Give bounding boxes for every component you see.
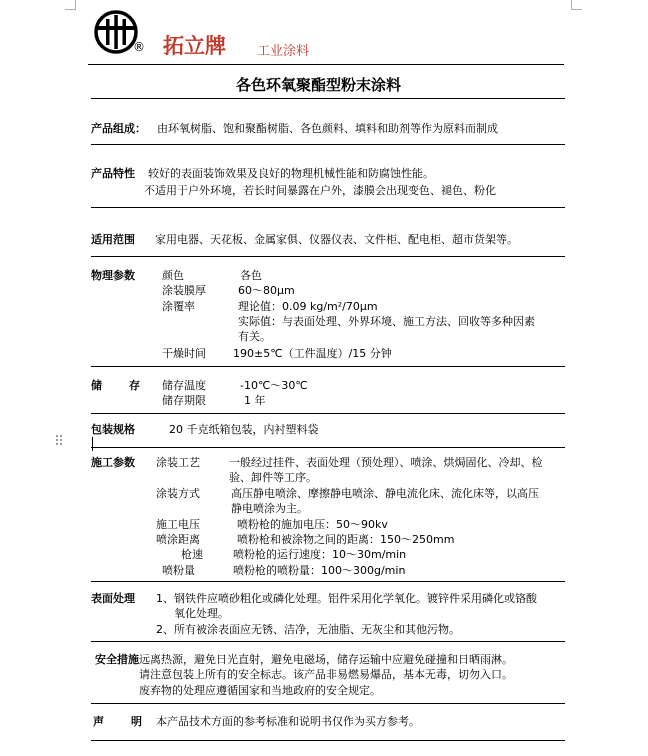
surface-item1: 1、钢铁件应喷砂粗化或磷化处理。铝件采用化学氧化。镀锌件采用磷化或铬酸 [156, 592, 537, 605]
section-rule [91, 144, 565, 145]
section-rule [91, 641, 565, 642]
color-value: 各色 [240, 269, 262, 282]
voltage-value: 喷粉枪的施加电压：50～90kv [237, 518, 388, 531]
method-value-cont: 静电喷涂为主。 [231, 502, 308, 515]
voltage-key: 施工电压 [156, 518, 200, 531]
thickness-value: 60～80μm [238, 284, 295, 297]
distance-value: 喷粉枪和被涂物之间的距离：150～250mm [237, 533, 455, 546]
features-line2: 不适用于户外环境，若长时间暴露在户外，漆膜会出现变色、褪色、粉化 [144, 184, 496, 197]
process-value: 一般经过挂件、表面处理（预处理）、喷涂、烘焗固化、冷却、检 [229, 456, 543, 469]
physical-label: 物理参数 [91, 269, 135, 282]
composition-label: 产品组成： [91, 122, 146, 135]
method-value: 高压静电喷涂、摩擦静电喷涂、静电流化床、流化床等，以高压 [231, 487, 539, 500]
storage-temp-key: 储存温度 [162, 379, 206, 392]
features-line1: 较好的表面装饰效果及良好的物理机械性能和防腐蚀性能。 [148, 167, 434, 180]
drying-value: 190±5℃（工件温度）/15 分钟 [233, 347, 392, 360]
brand-subtitle: 工业涂料 [257, 44, 310, 59]
crop-mark [65, 9, 75, 10]
amount-key: 喷粉量 [162, 564, 195, 577]
table-move-handle[interactable]: ⠿ [54, 434, 64, 450]
packaging-text: 20 千克纸箱包装，内衬塑料袋 [169, 423, 319, 436]
section-rule [91, 207, 565, 208]
packaging-label: 包装规格 [91, 423, 135, 436]
storage-temp-value: -10℃～30℃ [240, 379, 308, 392]
coverage-actual: 实际值：与表面处理、外界环境、施工方法、回收等多种因素 [238, 315, 535, 328]
speed-key: 枪速 [181, 548, 203, 561]
drying-key: 干燥时间 [162, 347, 206, 360]
coverage-actual-cont: 有关。 [238, 330, 271, 343]
coverage-theoretical: 理论值：0.09 kg/m²/70μm [238, 300, 378, 313]
distance-key: 喷涂距离 [156, 533, 200, 546]
section-rule [91, 413, 565, 414]
section-rule [91, 366, 565, 367]
text-cursor [92, 437, 93, 451]
process-value-cont: 验、卸件等工序。 [229, 471, 317, 484]
brand-name: 拓立牌 [163, 34, 226, 58]
safety-label: 安全措施 [95, 653, 139, 666]
crop-mark [75, 0, 76, 10]
amount-value: 喷粉枪的喷粉量：100～300g/min [233, 564, 406, 577]
storage-label: 储 存 [91, 379, 148, 392]
safety-line2: 请注意包装上所有的安全标志。该产品非易燃易爆品，基本无毒，切勿入口。 [139, 668, 513, 681]
composition-text: 由环氧树脂、饱和聚酯树脂、各色颜料、填料和助剂等作为原料而制成 [157, 122, 498, 135]
coverage-key: 涂覆率 [162, 300, 195, 313]
crop-mark [572, 9, 582, 10]
surface-item1-cont: 氧化处理。 [174, 607, 229, 620]
document-title: 各色环氧聚酯型粉末涂料 [236, 76, 402, 94]
features-label: 产品特性 [91, 167, 135, 180]
registered-mark: ® [133, 40, 145, 54]
storage-period-value: 1 年 [244, 394, 266, 407]
thickness-key: 涂装膜厚 [162, 284, 206, 297]
speed-value: 喷粉枪的运行速度：10～30m/min [233, 548, 407, 561]
section-rule [91, 703, 565, 704]
safety-line3: 废弃物的处理应遵循国家和当地政府的安全规定。 [139, 684, 381, 697]
section-rule [91, 447, 565, 448]
title-rule [91, 98, 565, 99]
statement-text: 本产品技术方面的参考标准和说明书仅作为买方参考。 [156, 715, 420, 728]
scope-label: 适用范围 [91, 233, 135, 246]
construction-label: 施工参数 [91, 456, 135, 469]
surface-item2: 2、所有被涂表面应无锈、洁净，无油脂、无灰尘和其他污物。 [156, 623, 460, 636]
statement-label: 声 明 [93, 715, 150, 728]
section-rule [91, 740, 565, 741]
surface-label: 表面处理 [91, 592, 135, 605]
header-rule [88, 64, 564, 65]
method-key: 涂装方式 [156, 487, 200, 500]
scope-text: 家用电器、天花板、金属家俱、仪器仪表、文件柜、配电柜、超市货架等。 [155, 233, 518, 246]
section-rule [91, 581, 565, 582]
safety-line1: 远离热源，避免日光直射，避免电磁场，储存运输中应避免碰撞和日晒雨淋。 [139, 653, 513, 666]
section-rule [91, 256, 565, 257]
color-key: 颜色 [162, 269, 184, 282]
process-key: 涂装工艺 [156, 456, 200, 469]
storage-period-key: 储存期限 [162, 394, 206, 407]
